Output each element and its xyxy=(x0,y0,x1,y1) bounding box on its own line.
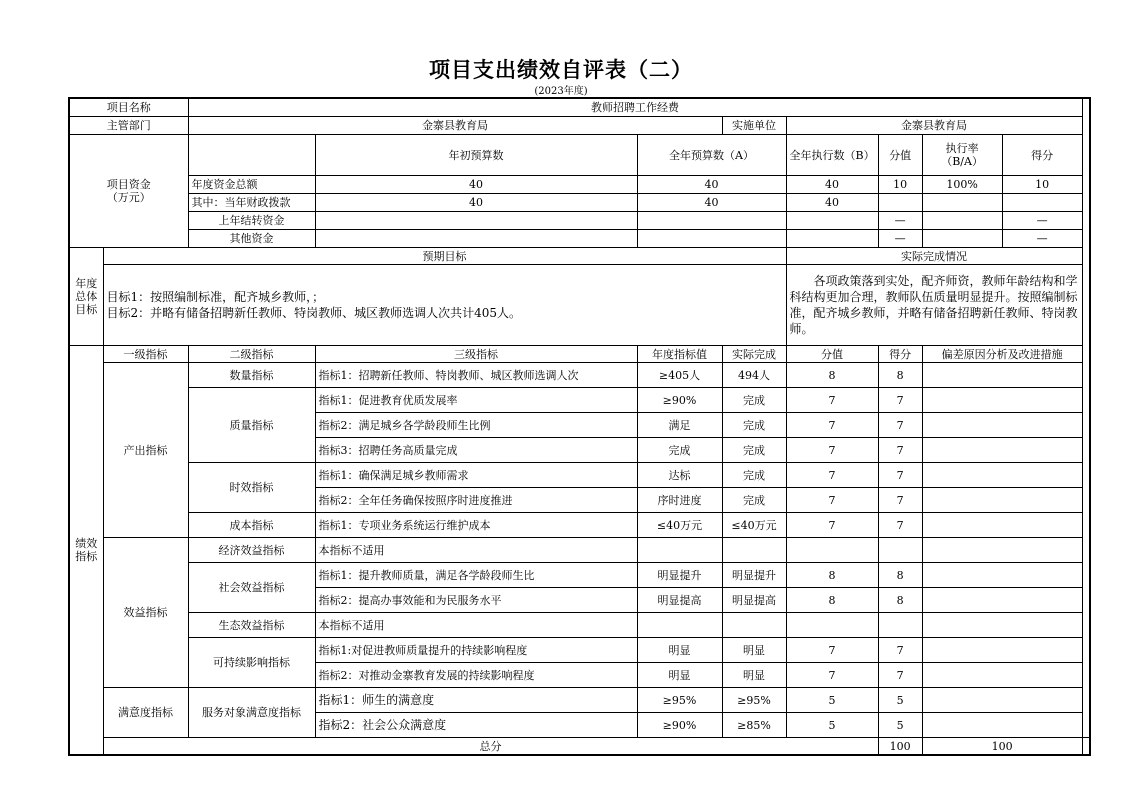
actual-text: 各项政策落到实处，配齐师资，教师年龄结构和学科结构更加合理，教师队伍质量明显提升。按照编制标准，配齐城乡教师，并略有储备招聘新任教师、特岗教师。 xyxy=(786,265,1082,346)
perf-label: 绩效 指标 xyxy=(69,346,103,756)
indicator-val: 7 xyxy=(786,513,878,538)
indicator-score: 7 xyxy=(878,463,922,488)
goal-content-row xyxy=(69,265,1090,346)
indicator-name: 指标2：满足城乡各学龄段师生比例 xyxy=(315,413,637,438)
indicator-remark xyxy=(922,413,1082,438)
indicator-name: 指标1：招聘新任教师、特岗教师、城区教师选调人次 xyxy=(315,363,637,388)
perf-header-target: 年度指标值 xyxy=(637,346,722,363)
performance-table xyxy=(68,97,1091,756)
indicator-name: 本指标不适用 xyxy=(315,613,637,638)
level2-quality: 质量指标 xyxy=(188,388,315,463)
indicator-val: 7 xyxy=(786,438,878,463)
fund-row-budget xyxy=(637,230,786,248)
indicator-score: 8 xyxy=(878,588,922,613)
expected-goal-2: 目标2：并略有储备招聘新任教师、特岗教师、城区教师选调人次共计405人。 xyxy=(106,306,522,320)
indicator-target: ≥90% xyxy=(637,713,722,738)
indicator-score xyxy=(878,538,922,563)
indicator-name: 指标1：师生的满意度 xyxy=(315,688,637,713)
fund-header-row xyxy=(69,135,1090,176)
indicator-remark xyxy=(922,713,1082,738)
fund-row-exec xyxy=(786,212,878,230)
indicator-score: 5 xyxy=(878,713,922,738)
fund-row-init: 40 xyxy=(315,176,637,194)
indicator-val: 7 xyxy=(786,638,878,663)
fund-row-init xyxy=(315,212,637,230)
fund-row-score-val: 10 xyxy=(878,176,922,194)
indicator-remark xyxy=(922,363,1082,388)
fund-row-score: — xyxy=(1036,214,1048,227)
indicator-val: 8 xyxy=(786,363,878,388)
indicator-target: 满足 xyxy=(637,413,722,438)
funds-label: 项目资金 （万元） xyxy=(69,135,188,248)
level2-cost: 成本指标 xyxy=(188,513,315,538)
impl-unit-label: 实施单位 xyxy=(722,117,786,135)
indicator-done: 明显提升 xyxy=(722,563,786,588)
indicator-row xyxy=(69,363,1090,388)
indicator-done: 明显 xyxy=(722,638,786,663)
indicator-name: 指标3：招聘任务高质量完成 xyxy=(315,438,637,463)
indicator-done: 完成 xyxy=(722,463,786,488)
indicator-done: 完成 xyxy=(722,438,786,463)
fund-header-score-val: 分值 xyxy=(878,135,922,176)
fund-row-score: 10 xyxy=(1035,178,1050,191)
fund-row-score-val: — xyxy=(878,212,922,230)
total-label: 总分 xyxy=(103,738,878,756)
indicator-target: 明显提高 xyxy=(637,588,722,613)
indicator-done: 494人 xyxy=(722,363,786,388)
fund-header-rate: 执行率 （B/A） xyxy=(923,135,1003,175)
fund-row-label: 年度资金总额 xyxy=(188,176,315,194)
fund-row xyxy=(69,212,1090,230)
level1-satisfaction: 满意度指标 xyxy=(103,688,188,738)
indicator-done: 完成 xyxy=(722,413,786,438)
fund-row-score: — xyxy=(1036,232,1048,245)
dept-value: 金寨县教育局 xyxy=(188,117,722,135)
indicator-val: 7 xyxy=(786,663,878,688)
fund-row-init: 40 xyxy=(315,194,637,212)
fund-row-score-val: — xyxy=(878,230,922,248)
indicator-done: 完成 xyxy=(722,488,786,513)
indicator-target: ≥405人 xyxy=(637,363,722,388)
fund-row-score-val xyxy=(878,194,922,212)
indicator-remark xyxy=(922,513,1082,538)
perf-header-level1: 一级指标 xyxy=(103,346,188,363)
level2-timeliness: 时效指标 xyxy=(188,463,315,513)
indicator-val: 7 xyxy=(786,463,878,488)
fund-row-label: 上年结转资金 xyxy=(188,212,315,230)
indicator-remark xyxy=(922,663,1082,688)
goal-header-row xyxy=(69,248,1090,265)
indicator-val: 7 xyxy=(786,413,878,438)
indicator-name: 指标2：社会公众满意度 xyxy=(315,713,637,738)
indicator-name: 指标1:对促进教师质量提升的持续影响程度 xyxy=(315,638,637,663)
perf-header-val: 分值 xyxy=(786,346,878,363)
indicator-remark xyxy=(922,438,1082,463)
level1-output: 产出指标 xyxy=(103,363,188,538)
perf-header-row xyxy=(69,346,1090,363)
indicator-row xyxy=(69,388,1090,413)
indicator-name: 指标1：专项业务系统运行维护成本 xyxy=(315,513,637,538)
indicator-remark xyxy=(922,563,1082,588)
indicator-done xyxy=(722,538,786,563)
indicator-done: 明显 xyxy=(722,663,786,688)
indicator-remark xyxy=(922,688,1082,713)
fund-header-score: 得分 xyxy=(1031,148,1054,162)
fund-row-rate xyxy=(923,194,1003,211)
perf-header-level2: 二级指标 xyxy=(188,346,315,363)
level2-quantity: 数量指标 xyxy=(188,363,315,388)
indicator-val: 7 xyxy=(786,388,878,413)
indicator-target: 完成 xyxy=(637,438,722,463)
indicator-done xyxy=(722,613,786,638)
level2-ecological: 生态效益指标 xyxy=(188,613,315,638)
indicator-val: 8 xyxy=(786,588,878,613)
indicator-target: 达标 xyxy=(637,463,722,488)
indicator-name: 指标2：全年任务确保按照序时进度推进 xyxy=(315,488,637,513)
indicator-target xyxy=(637,538,722,563)
indicator-row xyxy=(69,638,1090,663)
indicator-done: ≥85% xyxy=(722,713,786,738)
fund-row-budget: 40 xyxy=(637,176,786,194)
indicator-remark xyxy=(922,613,1082,638)
perf-header-done: 实际完成 xyxy=(722,346,786,363)
indicator-remark xyxy=(922,488,1082,513)
indicator-val: 7 xyxy=(786,488,878,513)
fund-row-exec xyxy=(786,230,878,248)
perf-header-remark: 偏差原因分析及改进措施 xyxy=(922,346,1082,363)
fund-row xyxy=(69,194,1090,212)
fund-row-exec: 40 xyxy=(786,194,878,212)
indicator-val xyxy=(786,613,878,638)
dept-row xyxy=(69,117,1090,135)
total-score: 100 xyxy=(922,738,1082,756)
level2-sustainable: 可持续影响指标 xyxy=(188,638,315,688)
total-val: 100 xyxy=(878,738,922,756)
indicator-row xyxy=(69,463,1090,488)
annual-goal-label: 年度 总体 目标 xyxy=(69,248,103,346)
indicator-score: 7 xyxy=(878,638,922,663)
indicator-done: 完成 xyxy=(722,388,786,413)
fund-row-label: 其中：当年财政拨款 xyxy=(188,194,315,212)
indicator-score: 5 xyxy=(878,688,922,713)
impl-unit-value: 金寨县教育局 xyxy=(786,117,1082,135)
project-name-label: 项目名称 xyxy=(69,98,188,117)
indicator-target: 序时进度 xyxy=(637,488,722,513)
fund-row xyxy=(69,230,1090,248)
level1-benefit: 效益指标 xyxy=(103,538,188,688)
indicator-val: 5 xyxy=(786,688,878,713)
indicator-remark xyxy=(922,638,1082,663)
indicator-name: 指标1：确保满足城乡教师需求 xyxy=(315,463,637,488)
indicator-done: ≤40万元 xyxy=(722,513,786,538)
indicator-row xyxy=(69,538,1090,563)
indicator-val xyxy=(786,538,878,563)
indicator-name: 本指标不适用 xyxy=(315,538,637,563)
fund-row-budget xyxy=(637,212,786,230)
fund-row-rate xyxy=(923,212,1003,229)
indicator-name: 指标2：对推动金寨教育发展的持续影响程度 xyxy=(315,663,637,688)
indicator-row xyxy=(69,563,1090,588)
indicator-row xyxy=(69,613,1090,638)
indicator-remark xyxy=(922,588,1082,613)
indicator-remark xyxy=(922,388,1082,413)
fund-row-exec: 40 xyxy=(786,176,878,194)
indicator-val: 8 xyxy=(786,563,878,588)
indicator-name: 指标1：提升教师质量，满足各学龄段师生比 xyxy=(315,563,637,588)
indicator-name: 指标2：提高办事效能和为民服务水平 xyxy=(315,588,637,613)
fund-row-rate: 100% xyxy=(923,176,1003,193)
fund-row-rate xyxy=(923,230,1003,247)
indicator-score: 7 xyxy=(878,513,922,538)
indicator-val: 5 xyxy=(786,713,878,738)
fund-row-label: 其他资金 xyxy=(188,230,315,248)
indicator-score xyxy=(878,613,922,638)
indicator-score: 7 xyxy=(878,388,922,413)
fund-row-score xyxy=(1003,194,1082,211)
fund-header-exec: 全年执行数（B） xyxy=(786,135,878,176)
total-row xyxy=(69,738,1090,756)
indicator-row xyxy=(69,688,1090,713)
fund-header-budget: 全年预算数（A） xyxy=(637,135,786,176)
indicator-score: 7 xyxy=(878,663,922,688)
level2-social: 社会效益指标 xyxy=(188,563,315,613)
level2-service-satisfaction: 服务对象满意度指标 xyxy=(188,688,315,738)
indicator-target xyxy=(637,613,722,638)
page-title: 项目支出绩效自评表（二） xyxy=(429,58,693,82)
total-remark xyxy=(1082,738,1090,756)
expected-goal-1: 目标1：按照编制标准，配齐城乡教师，； xyxy=(106,290,325,304)
indicator-remark xyxy=(922,538,1082,563)
actual-header: 实际完成情况 xyxy=(786,248,1082,265)
fund-row-budget: 40 xyxy=(637,194,786,212)
indicator-done: 明显提高 xyxy=(722,588,786,613)
project-name-value: 教师招聘工作经费 xyxy=(188,98,1082,117)
indicator-target: 明显 xyxy=(637,638,722,663)
indicator-target: 明显 xyxy=(637,663,722,688)
indicator-target: ≥90% xyxy=(637,388,722,413)
indicator-done: ≥95% xyxy=(722,688,786,713)
level2-economic: 经济效益指标 xyxy=(188,538,315,563)
indicator-row xyxy=(69,513,1090,538)
expected-goal-header: 预期目标 xyxy=(103,248,786,265)
indicator-target: ≤40万元 xyxy=(637,513,722,538)
dept-label: 主管部门 xyxy=(69,117,188,135)
fund-header-blank xyxy=(188,135,315,176)
indicator-score: 7 xyxy=(878,488,922,513)
fund-row-init xyxy=(315,230,637,248)
indicator-target: 明显提升 xyxy=(637,563,722,588)
project-name-row xyxy=(69,98,1090,117)
perf-header-level3: 三级指标 xyxy=(315,346,637,363)
indicator-name: 指标1：促进教育优质发展率 xyxy=(315,388,637,413)
indicator-score: 8 xyxy=(878,363,922,388)
fund-row xyxy=(69,176,1090,194)
perf-header-score: 得分 xyxy=(878,346,922,363)
indicator-score: 7 xyxy=(878,438,922,463)
fund-header-init: 年初预算数 xyxy=(315,135,637,176)
year-label: (2023年度) xyxy=(534,86,588,97)
indicator-score: 8 xyxy=(878,563,922,588)
indicator-remark xyxy=(922,463,1082,488)
indicator-score: 7 xyxy=(878,413,922,438)
indicator-target: ≥95% xyxy=(637,688,722,713)
